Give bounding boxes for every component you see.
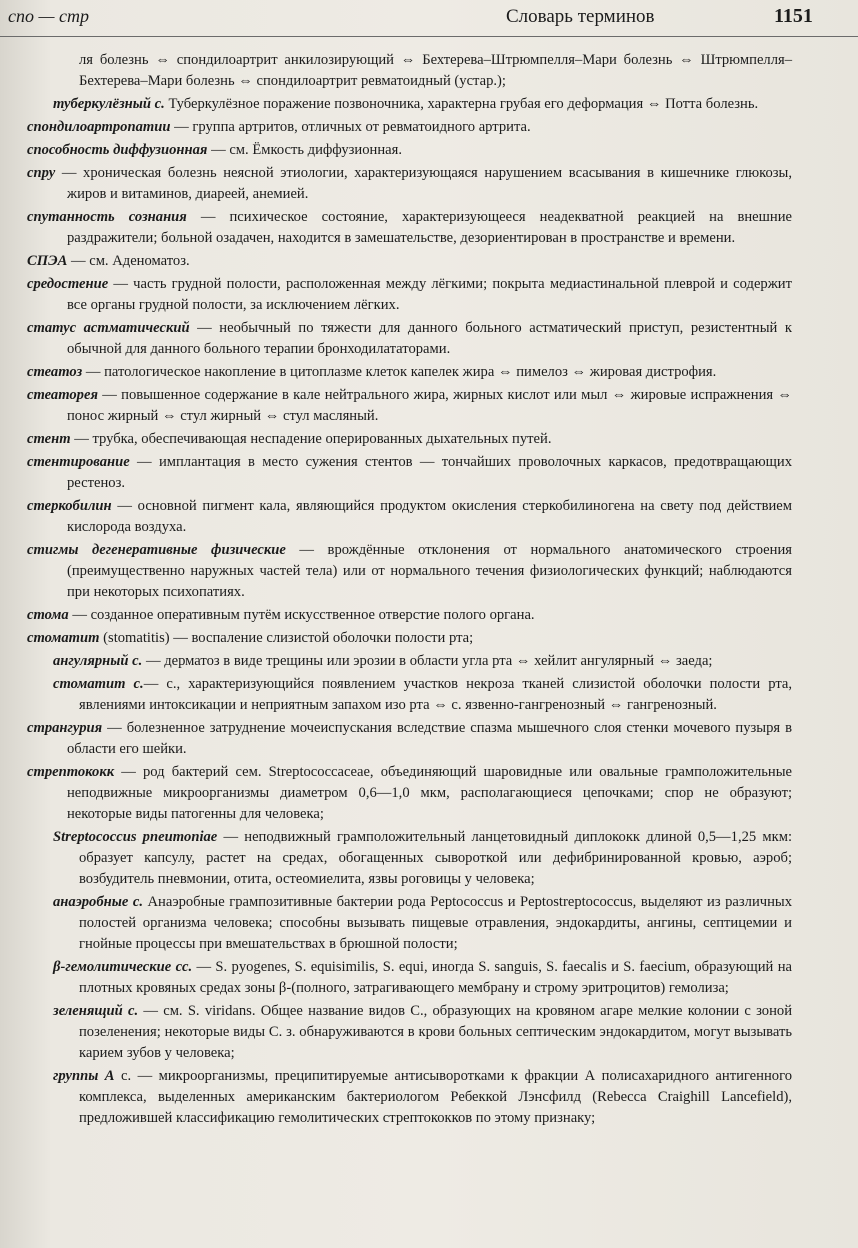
dictionary-entry <box>27 163 792 205</box>
entry-definition: — болезненное затруднение мочеиспускания вследствие спазма мышечного слоя стенки мочевого пузыря в области его шейки. <box>67 720 792 757</box>
dictionary-entry <box>27 496 792 538</box>
entry-term: стеатоз <box>27 364 83 380</box>
dictionary-entry <box>27 207 792 249</box>
entry-term: анаэробные с. <box>53 894 143 910</box>
entry-definition: — хроническая болезнь неясной этиологии, характеризующаяся нарушением всасывания в кишечнике глюкозы, жиров и витаминов, диареей, анемией. <box>55 165 792 202</box>
entry-definition: — род бактерий сем. Streptococcaceae, объединяющий шаровидные или овальные грамположительные неподвижные микроорганизмы диаметром 0,6—1,0 мкм, располагающиеся цепочками; спор не образуют; некоторые виды патогенны для человека; <box>67 764 792 822</box>
entry-definition: — трубка, обеспечивающая неспадение оперированных дыхательных путей. <box>70 431 552 447</box>
entry-definition: с. — микроорганизмы, преципитируемые антисыворотками к фракции А полисахаридного антигенного комплекса, выделенных американским бактериологом Ребеккой Лэнсфилд (Rebecca Craighill Lancefield), предложившей классификацию гемолитических стрептококков по этому признаку; <box>79 1068 792 1126</box>
dictionary-entry <box>27 274 792 316</box>
dictionary-entry <box>27 718 792 760</box>
dictionary-entry <box>27 540 792 603</box>
entry-definition: — врождённые отклонения от нормального анатомического строения (преимущественно наружных частей тела) или от нормального течения физиологических функций; наблюдаются при некоторых психопатиях. <box>67 542 792 600</box>
entry-definition: — группа артритов, отличных от ревматоидного артрита. <box>170 119 531 135</box>
dictionary-entry <box>27 50 792 92</box>
entry-term: СПЭА <box>27 253 68 269</box>
entry-term: странгурия <box>27 720 103 736</box>
page-number: 1151 <box>774 5 813 27</box>
running-header <box>0 0 858 37</box>
entry-definition: Туберкулёзное поражение позвоночника, характерна грубая его деформация ⇔ Потта болезнь. <box>164 96 759 112</box>
entry-definition: — S. pyogenes, S. equisimilis, S. equi, иногда S. sanguis, S. faecalis и S. faecium, образующий на плотных кровяных средах зоны β-(полного, затрагивающего мембрану и строму эритроцитов) гемолиза; <box>79 959 792 996</box>
dictionary-entry <box>27 1001 792 1064</box>
entry-definition: — повышенное содержание в кале нейтрального жира, жирных кислот или мыл ⇔ жировые испражнения ⇔ понос жирный ⇔ стул жирный ⇔ стул масляный. <box>67 387 792 424</box>
entry-term: стоматит <box>27 630 100 646</box>
dictionary-entry <box>27 827 792 890</box>
dictionary-entry <box>27 362 792 383</box>
entry-definition: — см. Аденоматоз. <box>67 253 190 269</box>
entry-definition: Анаэробные грампозитивные бактерии рода Peptococcus и Peptostreptococcus, выделяют из различных полостей организма человека; способны вызывать пищевые отравления, эндокардиты, ангины, септицемии и гнойные процессы при вмешательствах в брюшной полости; <box>79 894 792 952</box>
entry-term: стеркобилин <box>27 498 112 514</box>
entry-term: средостение <box>27 276 109 292</box>
entry-term: β-гемолитические сс. <box>53 959 193 975</box>
entry-term: стеаторея <box>27 387 98 403</box>
dictionary-entry <box>27 94 792 115</box>
entry-term: стентирование <box>27 454 130 470</box>
dictionary-entry <box>27 251 792 272</box>
dictionary-entry <box>27 429 792 450</box>
dictionary-entry <box>27 762 792 825</box>
entry-term: стоматит с. <box>53 676 144 692</box>
dictionary-entry <box>27 385 792 427</box>
header-title: Словарь терминов <box>506 6 655 27</box>
dictionary-entry <box>27 605 792 626</box>
dictionary-entry <box>27 628 792 649</box>
entry-term: группы А <box>53 1068 115 1084</box>
entry-definition: — см. Ёмкость диффузионная. <box>207 142 402 158</box>
dictionary-entry <box>27 318 792 360</box>
entry-definition: — созданное оперативным путём искусственное отверстие полого органа. <box>68 607 535 623</box>
entry-term: спутанность сознания <box>27 209 187 225</box>
entry-term: спру <box>27 165 56 181</box>
entry-term: Streptococcus pneumoniae <box>53 829 218 845</box>
entry-definition: — неподвижный грамположительный ланцетовидный диплококк длиной 0,5—1,25 мкм: образует капсулу, растет на средах, обогащенных сывороткой или дефибринированной кровью, аэроб; возбудитель пневмонии, отита, остеомиелита, язвы роговицы у человека; <box>79 829 792 887</box>
dictionary-entry <box>27 957 792 999</box>
entry-term: спондилоартропатии <box>27 119 171 135</box>
entry-definition: — психическое состояние, характеризующееся неадекватной реакцией на внешние раздражители; больной озадачен, находится в замешательстве, дезориентирован в пространстве и времени. <box>67 209 792 246</box>
entry-term: стрептококк <box>27 764 115 780</box>
entry-definition: — патологическое накопление в цитоплазме клеток капелек жира ⇔ пимелоз ⇔ жировая дистрофия. <box>82 364 717 380</box>
entry-term: зеленящий с. <box>53 1003 139 1019</box>
entry-definition: — необычный по тяжести для данного больного астматический приступ, резистентный к обычной для данного больного терапии бронходилататорами. <box>67 320 792 357</box>
dictionary-entry <box>27 140 792 161</box>
dictionary-entry <box>27 1066 792 1129</box>
dictionary-entries <box>27 50 792 1131</box>
dictionary-entry <box>27 452 792 494</box>
entry-term: способность диффузионная <box>27 142 208 158</box>
entry-definition: — см. S. viridans. Общее название видов С., образующих на кровяном агаре мелкие колонии с зоной позеленения; некоторые виды С. з. обнаруживаются в крови больных септическим эндокардитом, могут вызывать карием зубов у человека; <box>79 1003 793 1061</box>
entry-definition: — часть грудной полости, расположенная между лёгкими; покрыта медиастинальной плеврой и содержит все органы грудной полости, за исключением лёгких. <box>67 276 792 313</box>
dictionary-entry <box>27 892 792 955</box>
entry-definition: ля болезнь ⇔ спондилоартрит анкилозирующий ⇔ Бехтерева–Штрюмпелля–Мари болезнь ⇔ Штрюмпелля–Бехтерева–Мари болезнь ⇔ спондилоартрит ревматоидный (устар.); <box>79 52 792 89</box>
entry-term: ангулярный с. <box>53 653 143 669</box>
entry-definition: — имплантация в место сужения стентов — тончайших проволочных каркасов, предотвращающих рестеноз. <box>67 454 792 491</box>
entry-definition: — основной пигмент кала, являющийся продуктом окисления стеркобилиногена на свету под действием кислорода воздуха. <box>67 498 792 535</box>
dictionary-entry <box>27 651 792 672</box>
entry-term: туберкулёзный с. <box>53 96 165 112</box>
entry-term: стома <box>27 607 69 623</box>
entry-definition: (stomatitis) — воспаление слизистой оболочки полости рта; <box>99 630 474 646</box>
entry-term: статус астматический <box>27 320 190 336</box>
entry-term: стигмы дегенеративные физические <box>27 542 286 558</box>
dictionary-entry <box>27 117 792 138</box>
entry-definition: — с., характеризующийся появлением участков некроза тканей слизистой оболочки полости рта, явлениями интоксикации и неприятным запахом изо рта ⇔ с. язвенно-гангренозный ⇔ гангренозный. <box>79 676 792 713</box>
entry-definition: — дерматоз в виде трещины или эрозии в области угла рта ⇔ хейлит ангулярный ⇔ заеда; <box>142 653 713 669</box>
dictionary-entry <box>27 674 792 716</box>
header-range: спо — стр <box>8 6 89 26</box>
entry-term: стент <box>27 431 71 447</box>
